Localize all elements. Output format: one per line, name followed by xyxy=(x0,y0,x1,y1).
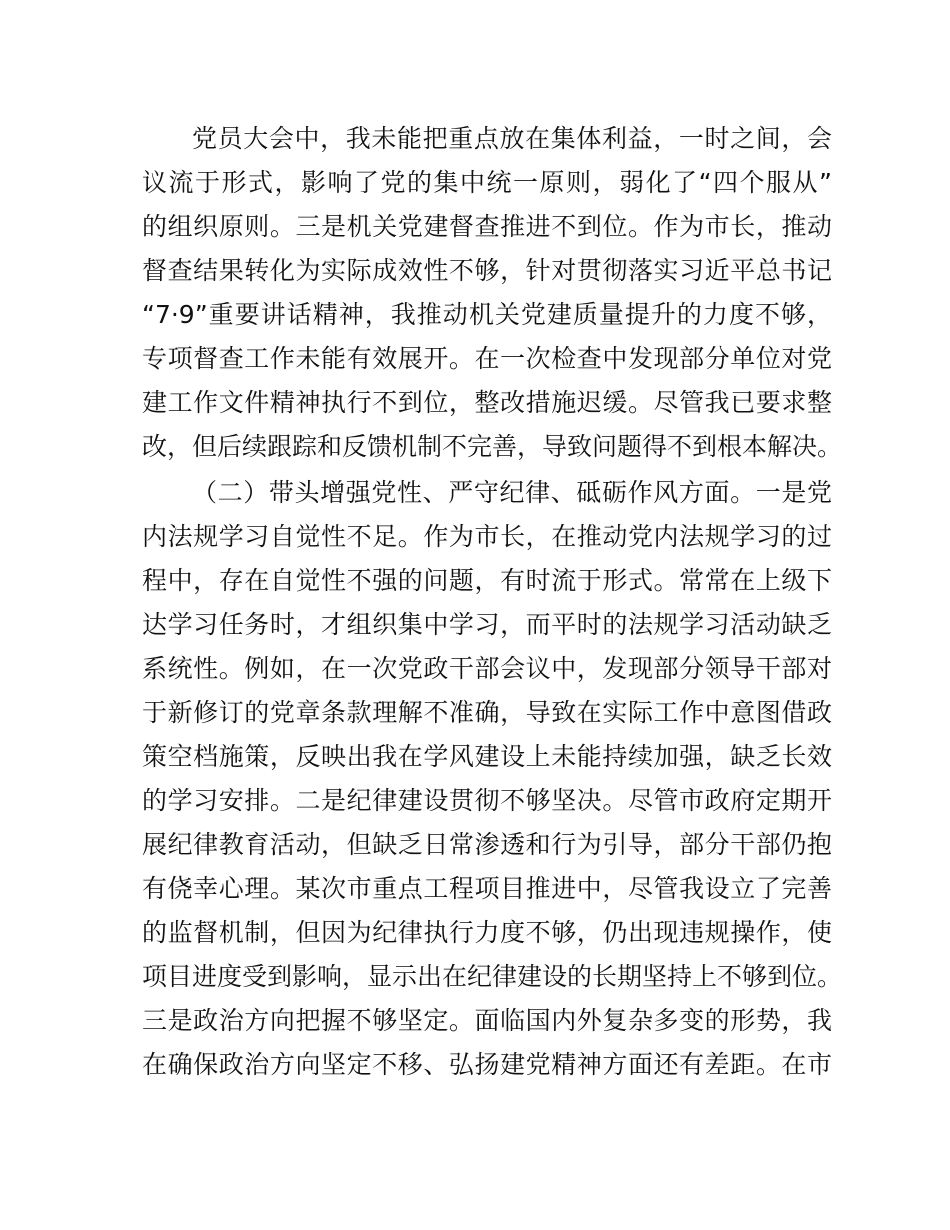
text-line: 在确保政治方向坚定不移、弘扬建党精神方面还有差距。在市 xyxy=(142,1050,832,1079)
document-body xyxy=(142,117,843,1087)
text-line: 策空档施策，反映出我在学风建设上未能持续加强，缺乏长效 xyxy=(142,742,832,771)
text-line: 的组织原则。三是机关党建督查推进不到位。作为市长，推动 xyxy=(142,212,832,241)
text-line: 议流于形式，影响了党的集中统一原则，弱化了“四个服从” xyxy=(142,168,832,197)
text-line: 改，但后续跟踪和反馈机制不完善，导致问题得不到根本解决。 xyxy=(142,432,843,461)
text-line: 达学习任务时，才组织集中学习，而平时的法规学习活动缺乏 xyxy=(142,610,832,639)
text-line: 于新修订的党章条款理解不准确，导致在实际工作中意图借政 xyxy=(142,698,832,727)
text-line: 的监督机制，但因为纪律执行力度不够，仍出现违规操作，使 xyxy=(142,918,832,947)
text-line: 系统性。例如，在一次党政干部会议中，发现部分领导干部对 xyxy=(142,654,832,683)
text-line: 督查结果转化为实际成效性不够，针对贯彻落实习近平总书记 xyxy=(142,256,832,285)
text-line: 项目进度受到影响，显示出在纪律建设的长期坚持上不够到位。 xyxy=(142,962,843,991)
paragraph-2 xyxy=(142,471,843,1087)
paragraph-1 xyxy=(142,117,843,469)
text-line: “7·9”重要讲话精神，我推动机关党建质量提升的力度不够， xyxy=(142,300,832,329)
text-line: 建工作文件精神执行不到位，整改措施迟缓。尽管我已要求整 xyxy=(142,388,832,417)
text-line: 三是政治方向把握不够坚定。面临国内外复杂多变的形势，我 xyxy=(142,1006,832,1035)
text-line: 党员大会中，我未能把重点放在集体利益，一时之间，会 xyxy=(192,124,832,153)
text-line: 的学习安排。二是纪律建设贯彻不够坚决。尽管市政府定期开 xyxy=(142,786,832,815)
text-line: 专项督查工作未能有效展开。在一次检查中发现部分单位对党 xyxy=(142,344,832,373)
text-line: 程中，存在自觉性不强的问题，有时流于形式。常常在上级下 xyxy=(142,566,832,595)
text-line: （二）带头增强党性、严守纪律、砥砺作风方面。一是党 xyxy=(192,478,832,507)
text-line: 内法规学习自觉性不足。作为市长，在推动党内法规学习的过 xyxy=(142,522,832,551)
text-line: 有侥幸心理。某次市重点工程项目推进中，尽管我设立了完善 xyxy=(142,874,832,903)
text-line: 展纪律教育活动，但缺乏日常渗透和行为引导，部分干部仍抱 xyxy=(142,830,832,859)
